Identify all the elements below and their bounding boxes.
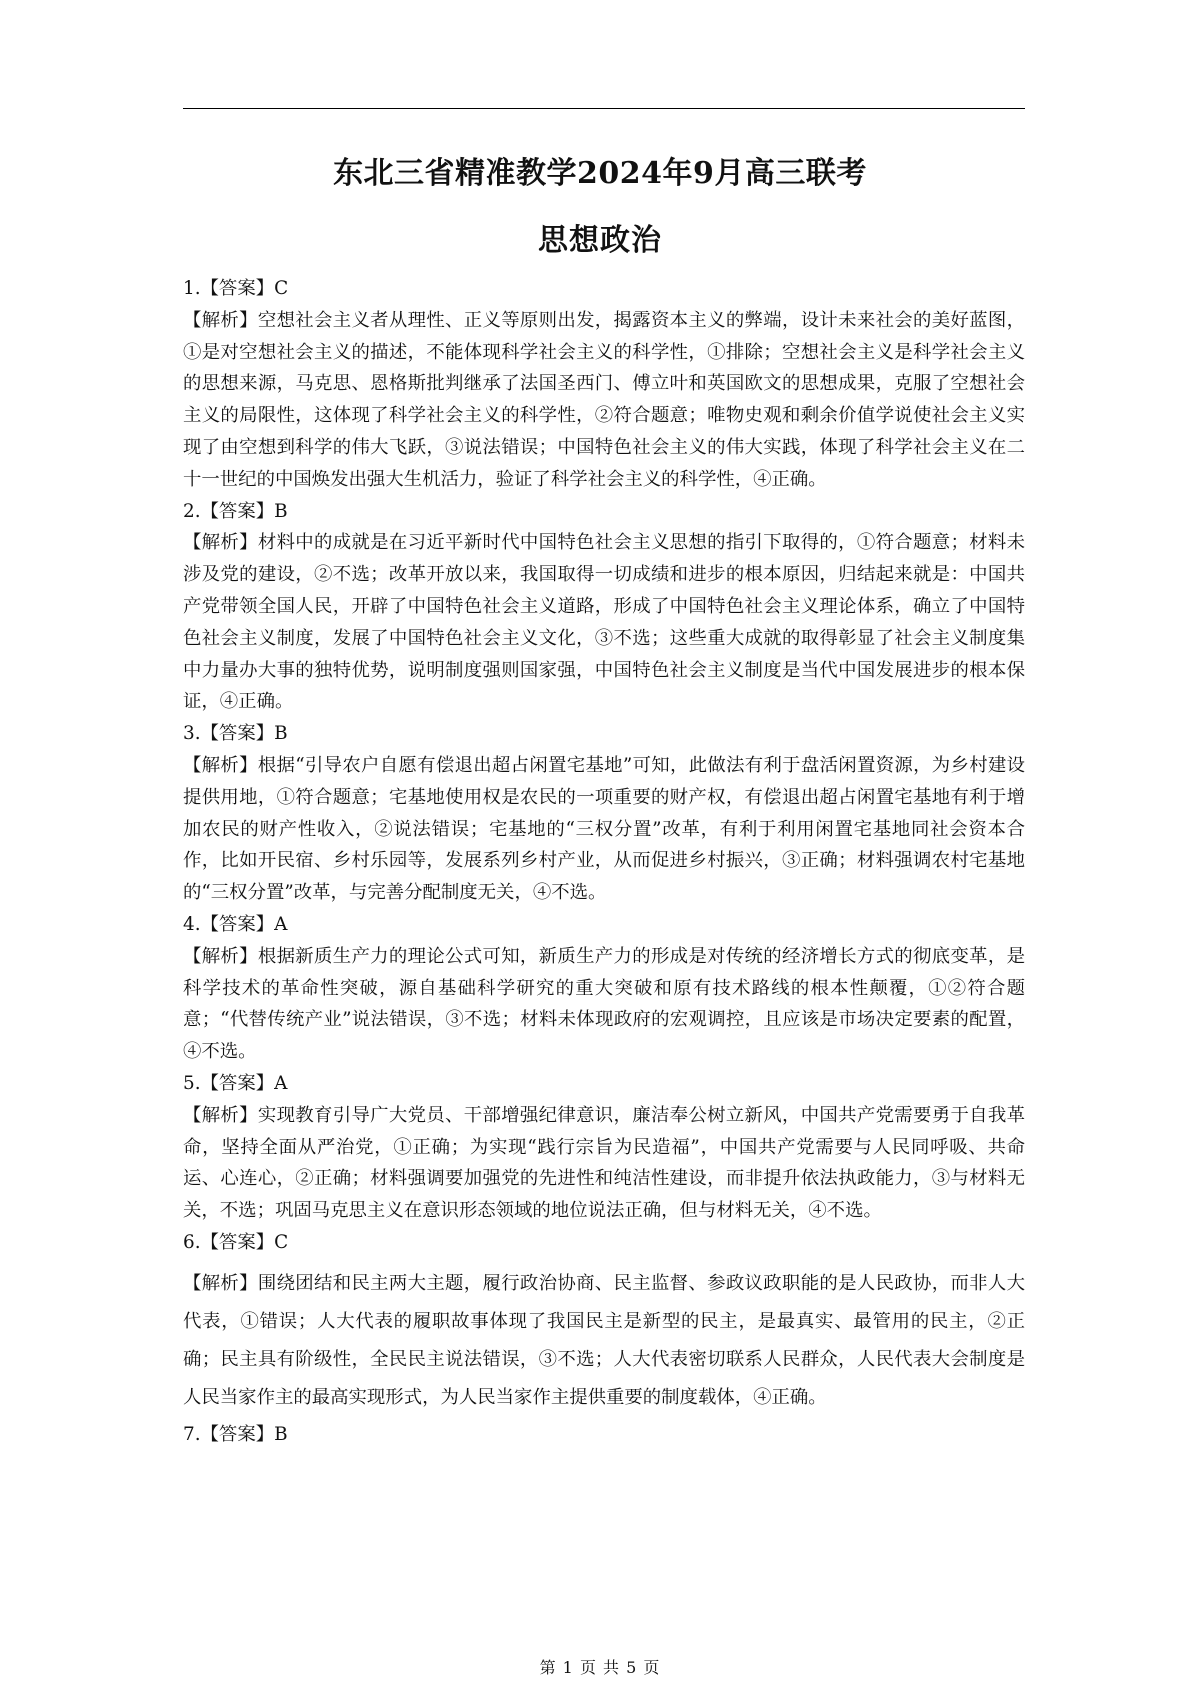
- analysis-paragraph-1: 【解析】空想社会主义者从理性、正义等原则出发，揭露资本主义的弊端，设计未来社会的美好蓝图，①是对空想社会主义的描述，不能体现科学社会主义的科学性，①排除；空想社会主义是科学社会主义的思想来源，马克思、恩格斯批判继承了法国圣西门、傅立叶和英国欧文的思想成果，克服了空想社会主义的局限性，这体现了科学社会主义的科学性，②符合题意；唯物史观和剩余价值学说使社会主义实现了由空想到科学的伟大飞跃，③说法错误；中国特色社会主义的伟大实践，体现了科学社会主义在二十一世纪的中国焕发出强大生机活力，验证了科学社会主义的科学性，④正确。: [183, 309, 1025, 490]
- analysis-paragraph-3: 【解析】根据“引导农户自愿有偿退出超占闲置宅基地”可知，此做法有利于盘活闲置资源，为乡村建设提供用地，①符合题意；宅基地使用权是农民的一项重要的财产权，有偿退出超占闲置宅基地有利于增加农民的财产性收入，②说法错误；宅基地的“三权分置”改革，有利于利用闲置宅基地同社会资本合作，比如开民宿、乡村乐园等，发展系列乡村产业，从而促进乡村振兴，③正确；材料强调农村宅基地的“三权分置”改革，与完善分配制度无关，④不选。: [183, 754, 1025, 904]
- answer-line-7: 7.【答案】B: [183, 1423, 288, 1445]
- analysis-paragraph-6: 【解析】围绕团结和民主两大主题，履行政治协商、民主监督、参政议政职能的是人民政协，而非人大代表，①错误；人大代表的履职故事体现了我国民主是新型的民主，是最真实、最管用的民主，②正确；民主具有阶级性，全民民主说法错误，③不选；人大代表密切联系人民群众，人民代表大会制度是人民当家作主的最高实现形式，为人民当家作主提供重要的制度载体，④正确。: [183, 1272, 1025, 1408]
- answer-line-6: 6.【答案】C: [183, 1231, 289, 1253]
- answer-line-4: 4.【答案】A: [183, 913, 288, 935]
- header-rule: [183, 108, 1025, 109]
- answer-line-2: 2.【答案】B: [183, 500, 288, 522]
- document-title: 东北三省精准教学2024年9月高三联考: [333, 156, 867, 191]
- subject-title: 思想政治: [538, 223, 662, 258]
- answer-content: [183, 273, 1025, 1451]
- analysis-paragraph-5: 【解析】实现教育引导广大党员、干部增强纪律意识，廉洁奉公树立新风，中国共产党需要勇于自我革命，坚持全面从严治党，①正确；为实现“践行宗旨为民造福”，中国共产党需要与人民同呼吸、共命运、心连心，②正确；材料强调要加强党的先进性和纯洁性建设，而非提升依法执政能力，③与材料无关，不选；巩固马克思主义在意识形态领域的地位说法正确，但与材料无关，④不选。: [183, 1104, 1025, 1222]
- analysis-paragraph-4: 【解析】根据新质生产力的理论公式可知，新质生产力的形成是对传统的经济增长方式的彻底变革，是科学技术的革命性突破，源自基础科学研究的重大突破和原有技术路线的根本性颠覆，①②符合题意；“代替传统产业”说法错误，③不选；材料未体现政府的宏观调控，且应该是市场决定要素的配置，④不选。: [183, 945, 1025, 1063]
- answer-line-3: 3.【答案】B: [183, 723, 288, 745]
- analysis-paragraph-2: 【解析】材料中的成就是在习近平新时代中国特色社会主义思想的指引下取得的，①符合题意；材料未涉及党的建设，②不选；改革开放以来，我国取得一切成绩和进步的根本原因，归结起来就是：中国共产党带领全国人民，开辟了中国特色社会主义道路，形成了中国特色社会主义理论体系，确立了中国特色社会主义制度，发展了中国特色社会主义文化，③不选；这些重大成就的取得彰显了社会主义制度集中力量办大事的独特优势，说明制度强则国家强，中国特色社会主义制度是当代中国发展进步的根本保证，④正确。: [183, 532, 1025, 713]
- page-number: 第 1 页 共 5 页: [539, 1658, 661, 1677]
- answer-line-5: 5.【答案】A: [183, 1072, 288, 1094]
- answer-line-1: 1.【答案】C: [183, 278, 289, 299]
